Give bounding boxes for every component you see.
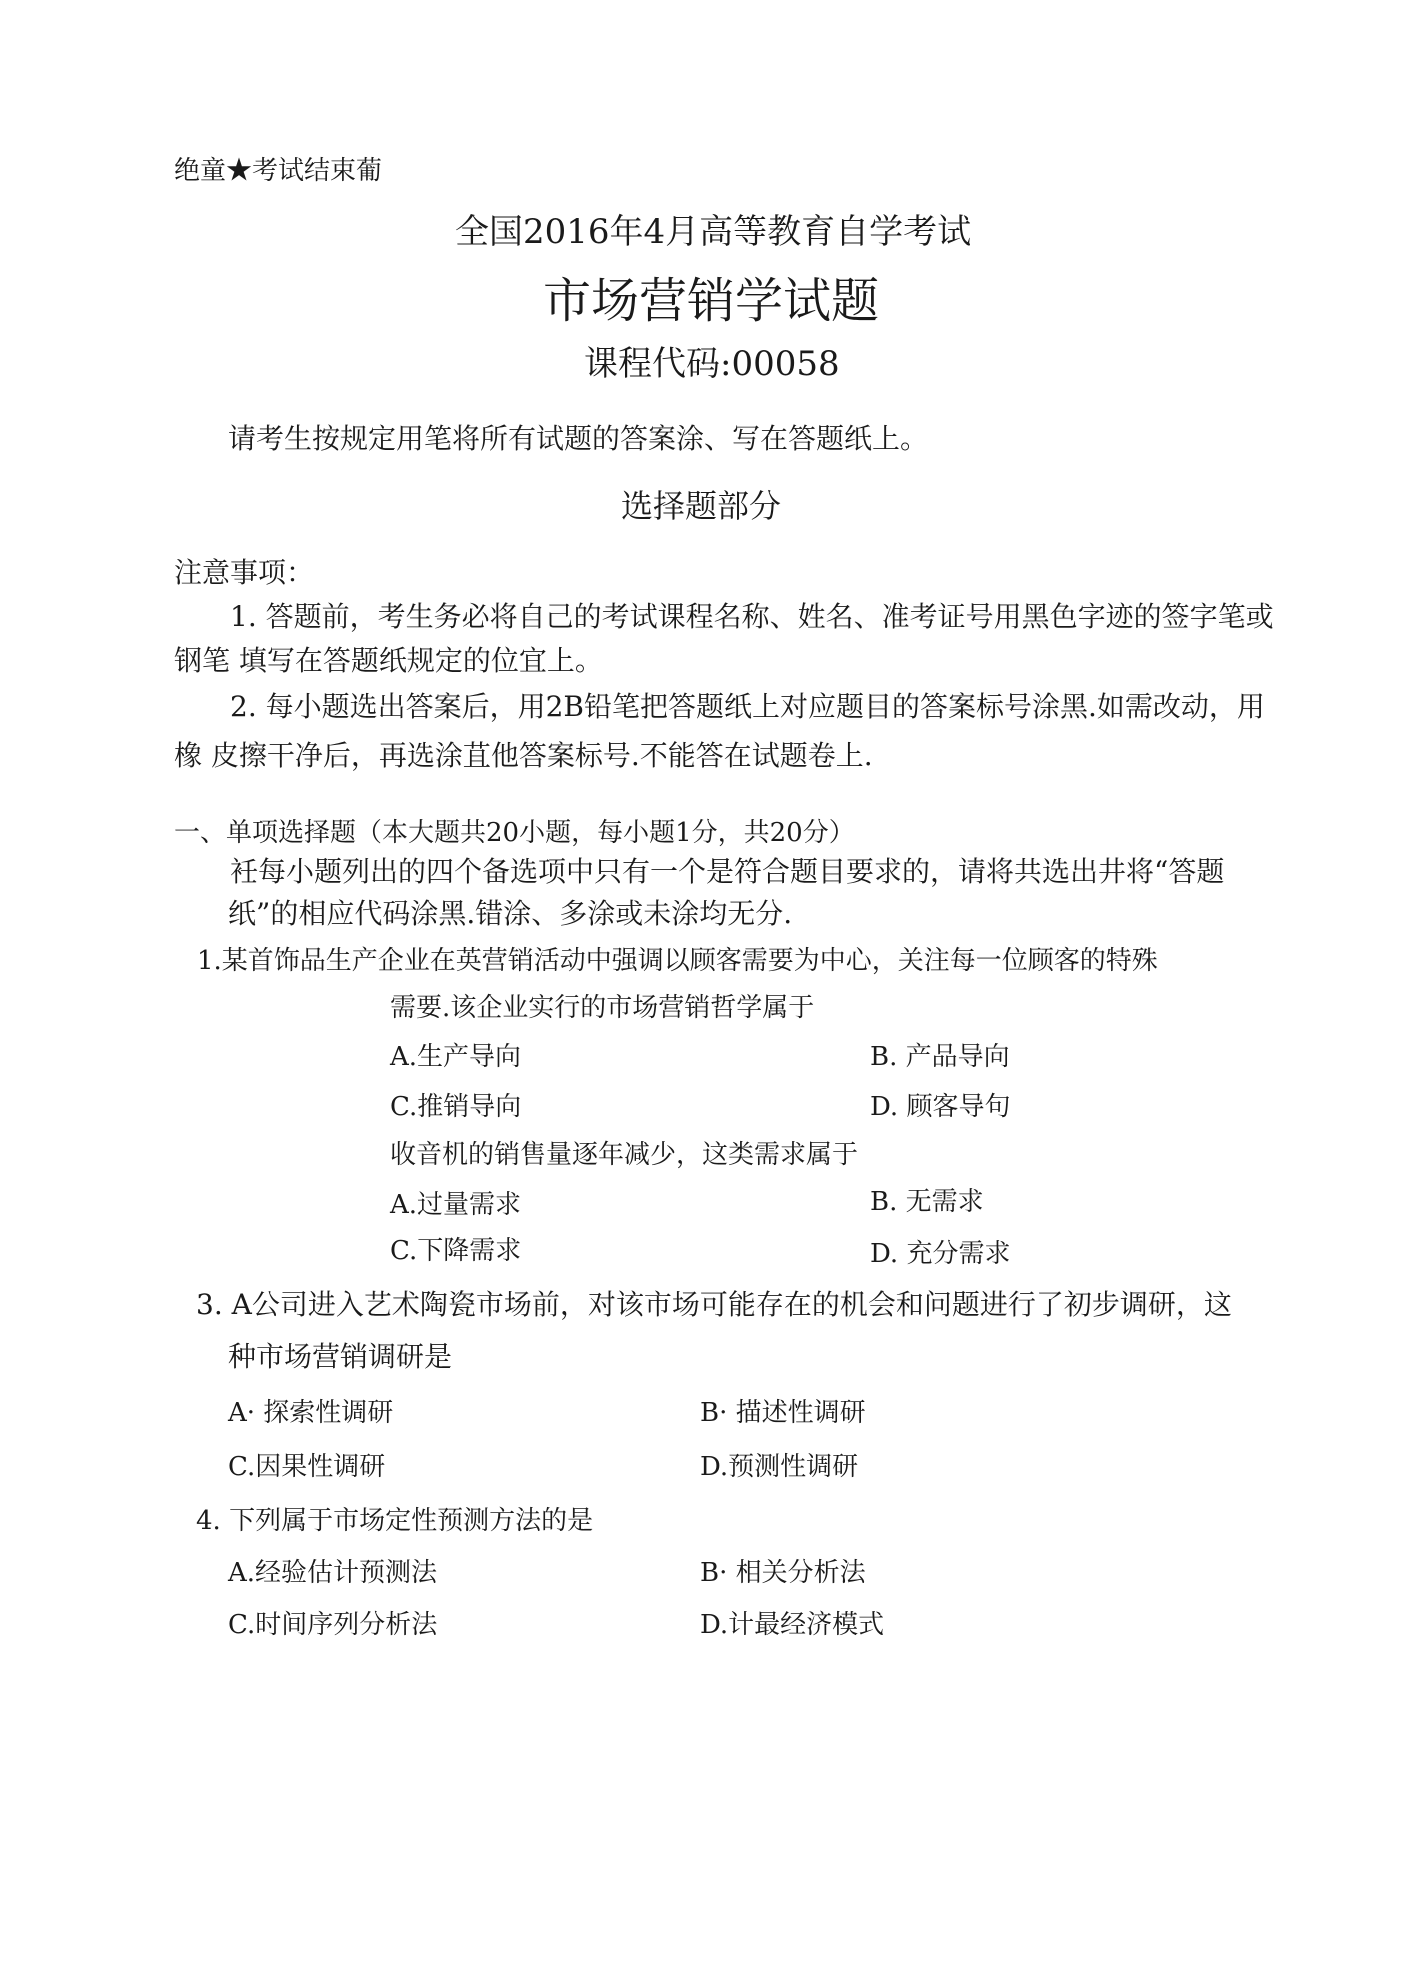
note-item-2-line1: 2. 每小题选出答案后，用2B铅笔把答题纸上对应题目的答案标号涂黑.如需改动，用: [230, 690, 1265, 723]
course-code: 课程代码:00058: [584, 344, 840, 384]
question-3-option-b: B· 描述性调研: [700, 1398, 866, 1428]
note-item-1-line2: 钢笔 填写在答题纸规定的位宜上。: [174, 644, 603, 677]
question-2-option-a: A.过量需求: [390, 1190, 522, 1220]
question-1-option-b: B. 产品导向: [870, 1042, 1010, 1072]
part1-heading: 一、单项选择题（本大题共20小题，每小题1分，共20分）: [174, 818, 855, 848]
note-item-2-line2: 橡 皮擦干净后，再选涂苴他答案标号.不能答在试题卷上.: [174, 739, 873, 772]
question-1-stem-line2: 需要.该企业实行的市场营销哲学属于: [390, 993, 815, 1023]
question-4-option-b: B· 相关分析法: [700, 1558, 866, 1588]
question-3-option-a: A· 探索性调研: [228, 1398, 394, 1428]
question-4-option-a: A.经验估计预测法: [228, 1558, 438, 1588]
question-2-option-b: B. 无需求: [870, 1187, 984, 1217]
question-2-stem-line1: 收音机的销售量逐年减少，这类需求属于: [390, 1140, 859, 1170]
question-3-stem-line1: 3. A公司进入艺术陶瓷市场前，对该市场可能存在的机会和问题进行了初步调研，这: [196, 1288, 1232, 1321]
question-4-stem-line1: 4. 下列属于市场定性预测方法的是: [196, 1506, 594, 1536]
question-3-stem-line2: 种市场营销调研是: [228, 1340, 453, 1373]
question-1-option-d: D. 顾客导句: [870, 1092, 1011, 1122]
question-4-option-c: C.时间序列分析法: [228, 1610, 438, 1640]
section-title: 选择题部分: [621, 487, 782, 525]
question-1-stem-line1: 1.某首饰品生产企业在英营销活动中强调以顾客需要为中心，关注每一位顾客的特殊: [197, 946, 1158, 976]
question-3-option-c: C.因果性调研: [228, 1452, 386, 1482]
question-1-option-a: A.生产导向: [390, 1042, 522, 1072]
answer-instruction: 请考生按规定用笔将所有试题的答案涂、写在答题纸上。: [228, 422, 929, 455]
question-1-option-c: C.推销导向: [390, 1092, 522, 1122]
secret-mark: 绝童★考试结束葡: [174, 156, 383, 186]
note-item-1-line1: 1. 答题前，考生务必将自己的考试课程名称、姓名、准考证号用黑色字迹的签字笔或: [230, 600, 1274, 633]
question-3-option-d: D.预测性调研: [700, 1452, 859, 1482]
question-4-option-d: D.计最经济模式: [700, 1610, 885, 1640]
paper-title: 市场营销学试题: [543, 273, 880, 329]
question-2-option-c: C.下降需求: [390, 1236, 522, 1266]
exam-title: 全国2016年4月高等教育自学考试: [455, 212, 972, 252]
part1-instruction-line2: 纸”的相应代码涂黑.错涂、多涂或未涂均无分.: [228, 897, 793, 930]
notes-heading: 注意事项：: [174, 556, 315, 589]
question-2-option-d: D. 充分需求: [870, 1239, 1011, 1269]
part1-instruction-line1: 衽每小题列出的四个备选项中只有一个是符合题目要求的，请将共选出井将“答题: [230, 855, 1225, 888]
